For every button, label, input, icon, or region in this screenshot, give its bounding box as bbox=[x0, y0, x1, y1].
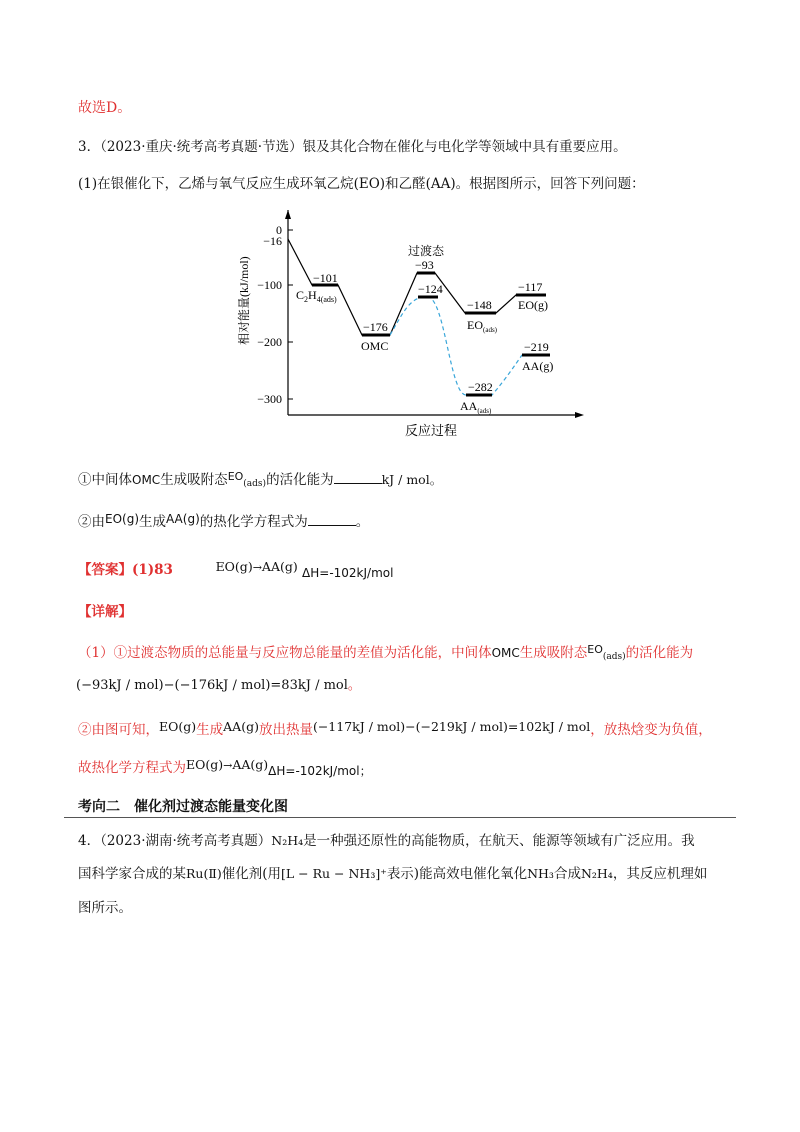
detail1-eo-sub: (ads) bbox=[602, 651, 626, 662]
detail1-omc: OMC bbox=[491, 646, 520, 660]
sub2-eo: EO(g) bbox=[105, 512, 140, 526]
question-3-sub2 bbox=[78, 510, 369, 530]
tick-label-neg300: −300 bbox=[257, 392, 282, 406]
sub2-end: 。 bbox=[355, 514, 370, 530]
x-axis-label: 反应过程 bbox=[405, 423, 458, 438]
detail3-eq-left: EO(g) bbox=[186, 757, 224, 772]
tick-label-neg100: −100 bbox=[257, 278, 282, 292]
detail-line-1 bbox=[78, 641, 693, 664]
detail2-mid: 生成 bbox=[196, 722, 224, 738]
tick-label-neg200: −200 bbox=[257, 335, 282, 349]
detail2-suffix: ，放热焓变为负值， bbox=[590, 722, 712, 738]
value-label-neg282: −282 bbox=[468, 380, 493, 394]
question-3-part1: (1)在银催化下，乙烯与氧气反应生成环氧乙烷(EO)和乙醛(AA)。根据图所示，回答下列问题： bbox=[78, 176, 645, 192]
label-aa-g: AA(g) bbox=[522, 359, 554, 373]
label-eo-g: EO(g) bbox=[518, 298, 548, 312]
tick-label-neg16: −16 bbox=[263, 234, 282, 248]
detail-line-2 bbox=[78, 718, 712, 738]
energy-diagram bbox=[230, 205, 590, 445]
detail2-prefix: ②由图可知， bbox=[78, 722, 159, 738]
sub2-aa: AA(g) bbox=[166, 512, 200, 526]
q4-line2-mid: 催化剂(用 bbox=[221, 866, 281, 882]
q4-ru: Ru(Ⅱ) bbox=[186, 866, 222, 881]
q4-line2-suffix: ，其反应机理如 bbox=[612, 866, 708, 882]
detail2-mid2: 放出热量 bbox=[258, 722, 313, 738]
value-label-neg117: −117 bbox=[518, 280, 543, 294]
sub1-prefix: ①中间体 bbox=[78, 472, 132, 488]
value-label-neg101: −101 bbox=[313, 271, 338, 285]
detail-line-1-calc bbox=[76, 674, 361, 693]
detail2-aa: AA(g) bbox=[223, 719, 259, 734]
section-divider bbox=[64, 817, 736, 818]
y-axis-arrow bbox=[285, 210, 291, 219]
label-c2h4-ads: $C_2H_{4(ads)}$ bbox=[296, 288, 337, 304]
detail1-end: 。 bbox=[347, 678, 361, 693]
detail2-eo: EO(g) bbox=[159, 719, 197, 734]
question-3-header: 3．（2023·重庆·统考高考真题·节选）银及其化合物在催化与电化学等领域中具有重要应用。 bbox=[78, 139, 627, 155]
detail1-suffix: 的活化能为 bbox=[625, 645, 694, 661]
detail1-prefix: （1）①过渡态物质的总能量与反应物总能量的差值为活化能，中间体 bbox=[78, 645, 492, 661]
detail1-eo: EO bbox=[587, 643, 603, 656]
y-axis-label: 相对能量(kJ/mol) bbox=[237, 256, 251, 345]
question-4-line-2 bbox=[78, 862, 707, 882]
detail3-eq-right: AA(g) bbox=[232, 757, 269, 772]
label-eo-ads: $EO_{(ads)}$ bbox=[467, 318, 497, 334]
detail-line-3 bbox=[78, 756, 372, 776]
sub1-mid: 生成吸附态 bbox=[160, 472, 228, 488]
answer-blank-1[interactable] bbox=[334, 483, 382, 484]
q4-line1-prefix: 4．（2023·湖南·统考高考真题） bbox=[78, 833, 272, 849]
value-label-neg93: −93 bbox=[415, 258, 434, 272]
value-label-neg176: −176 bbox=[363, 320, 388, 334]
conclusion-text: 故选D。 bbox=[78, 100, 132, 116]
value-label-neg148: −148 bbox=[467, 298, 492, 312]
answer-blank-2[interactable] bbox=[308, 525, 356, 526]
section-2-title: 考向二 催化剂过渡态能量变化图 bbox=[78, 799, 288, 815]
sub2-prefix: ②由 bbox=[78, 514, 105, 530]
sub2-mid: 生成 bbox=[139, 514, 167, 530]
q4-complex: [L − Ru − NH₃]⁺ bbox=[281, 866, 387, 881]
answer-eq-left: EO(g) bbox=[215, 559, 253, 574]
question-4-line-1 bbox=[78, 829, 695, 849]
question-3-sub1 bbox=[78, 468, 442, 491]
tick-label-0: 0 bbox=[276, 223, 282, 237]
q4-line2-mid2: 表示)能高效电催化氧化 bbox=[386, 866, 528, 882]
question-4-line-3: 图所示。 bbox=[78, 900, 132, 916]
answer-label: 【答案】(1)83 bbox=[78, 562, 173, 578]
q4-line2-mid3: 合成 bbox=[553, 866, 581, 882]
label-aa-ads: $AA_{(ads)}$ bbox=[460, 399, 492, 415]
value-label-neg219: −219 bbox=[524, 340, 549, 354]
detail1-calc: (−93kJ / mol)−(−176kJ / mol)=83kJ / mol bbox=[76, 678, 348, 693]
answer-dh: ΔH=-102kJ/mol bbox=[302, 566, 394, 580]
detail2-calc: (−117kJ / mol)−(−219kJ / mol)=102kJ / mol bbox=[312, 719, 591, 734]
answer-eq-right: AA(g) bbox=[261, 559, 298, 574]
dashed-path bbox=[390, 297, 522, 395]
label-omc: OMC bbox=[361, 339, 389, 353]
q4-n2h4: N₂H₄ bbox=[580, 866, 613, 881]
detail3-prefix: 故热化学方程式为 bbox=[78, 760, 186, 776]
q4-formula-n2h4: N₂H₄ bbox=[271, 833, 304, 848]
answer-eq-arrow: → bbox=[252, 561, 262, 574]
label-transition-state: 过渡态 bbox=[408, 244, 445, 258]
sub1-omc: OMC bbox=[132, 473, 161, 487]
value-label-neg124: −124 bbox=[418, 282, 443, 296]
sub1-suffix: 的活化能为 bbox=[266, 472, 334, 488]
detail1-mid: 生成吸附态 bbox=[519, 645, 588, 661]
x-axis-arrow bbox=[575, 412, 584, 418]
answer-line bbox=[78, 558, 393, 578]
sub1-unit: kJ / mol。 bbox=[381, 472, 443, 487]
sub1-eo: EO bbox=[227, 470, 244, 483]
q4-line1-suffix: 是一种强还原性的高能物质，在航天、能源等领域有广泛应用。我 bbox=[303, 833, 695, 849]
sub2-suffix: 的热化学方程式为 bbox=[199, 514, 308, 530]
q4-line2-prefix: 国科学家合成的某 bbox=[78, 866, 186, 882]
detail-label: 【详解】 bbox=[78, 604, 132, 620]
q4-nh3: NH₃ bbox=[527, 866, 554, 881]
detail3-eq-arrow: → bbox=[223, 759, 233, 772]
detail3-dh: ΔH=-102kJ/mol； bbox=[268, 764, 372, 778]
sub1-eo-sub: (ads) bbox=[243, 478, 267, 489]
